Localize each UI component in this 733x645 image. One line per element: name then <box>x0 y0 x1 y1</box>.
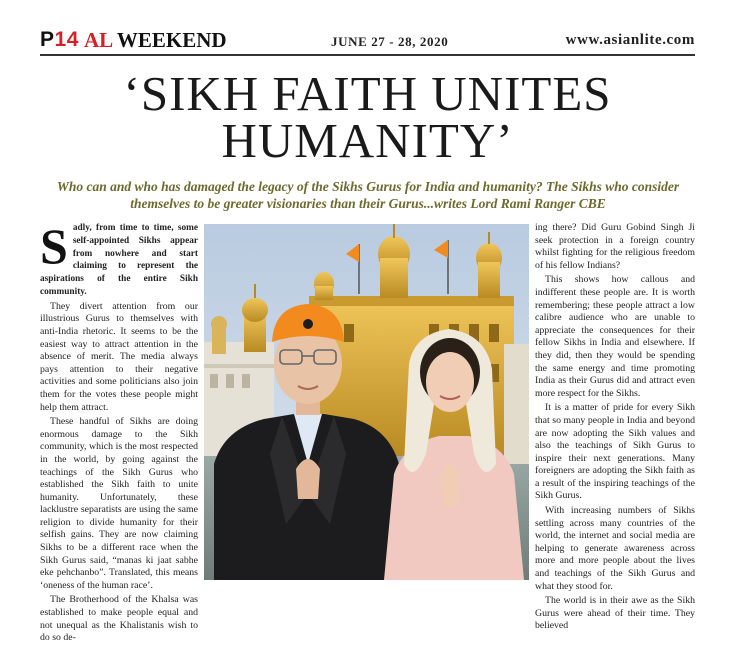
paragraph: With increasing numbers of Sikhs settling across many countries of the world, the internet and social media are helping to generate awareness across more and more people about the lives and teachings of the Sikh Gurus and what they stood for. <box>535 505 695 592</box>
photo-golden-temple-couple <box>204 224 529 580</box>
page-number: P14 <box>40 28 79 51</box>
paragraph: These handful of Sikhs are doing enormous damage to the Sikh community, which is the most respected in the world, by going against the teachings of the Sikh Gurus who established the Sikh faith to unite humanity. Unfortunately, these lacklustre separatists are using the same religion to divide humanity for their selfish gains. They are now claiming Sikhs to be a different race when the Sikh Gurus said, “manas ki jaat sabhe eke pehchanbo”. Translated, this means ‘oneness of the human race’. <box>40 416 198 591</box>
paragraph: The Brotherhood of the Khalsa was established to make people equal and not unequal as the Khalistanis wish to do so de- <box>40 594 198 644</box>
paragraph: ing there? Did Guru Gobind Singh Ji seek protection in a foreign country whilst fighting for the religious freedom of his fellow Indians? <box>535 222 695 271</box>
masthead-rule <box>40 54 695 56</box>
paragraph: It is a matter of pride for every Sikh that so many people in India and beyond are now adopting the Sikh values and also the teachings of Sikh Gurus to inspire their next generations. Many foreigners are adopting the Sikh faith as a result of the inspiring teachings of the Sikh Gurus. <box>535 402 695 502</box>
issue-date: JUNE 27 - 28, 2020 <box>331 34 449 49</box>
drop-cap: S <box>40 218 68 274</box>
article-column-3 <box>535 222 695 632</box>
headline <box>40 66 695 168</box>
paragraph: The world is in their awe as the Sikh Gurus were ahead of their time. They believed <box>535 595 695 632</box>
headline-line-1: ‘SIKH FAITH UNITES <box>123 66 612 121</box>
website-url: www.asianlite.com <box>565 32 695 48</box>
paragraph: They divert attention from our illustrious Gurus to themselves with anti-India rhetoric. It seems to be the easiest way to attract attention in the absence of merit. The media always pays attention to their negative activities and some politicians also join them for the votes these people might help them attract. <box>40 300 198 413</box>
standfirst: Who can and who has damaged the legacy of the Sikhs Gurus for India and humanity? The Sikhs who consider themselves to be greater visionaries than their Gurus...writes Lord Rami Ranger CBE <box>56 179 680 211</box>
masthead <box>40 28 695 54</box>
publication-name: AL WEEKEND <box>84 28 227 52</box>
article-photo <box>204 224 529 580</box>
paragraph: This shows how callous and indifferent these people are. It is worth remembering; these people attract a low calibre audience who are unable to appreciate the consequences for their fellow Sikhs in India and elsewhere. If they did, then they would be spending the same energy and time promoting India as their Gurus did and attract even more respect for the Sikhs. <box>535 274 695 399</box>
lead-paragraph: Sadly, from time to time, some self-appointed Sikhs appear from nowhere and start claiming to represent the aspirations of the entire Sikh community. <box>40 218 198 297</box>
headline-line-2: HUMANITY’ <box>221 113 514 168</box>
article-column-1 <box>40 218 198 644</box>
